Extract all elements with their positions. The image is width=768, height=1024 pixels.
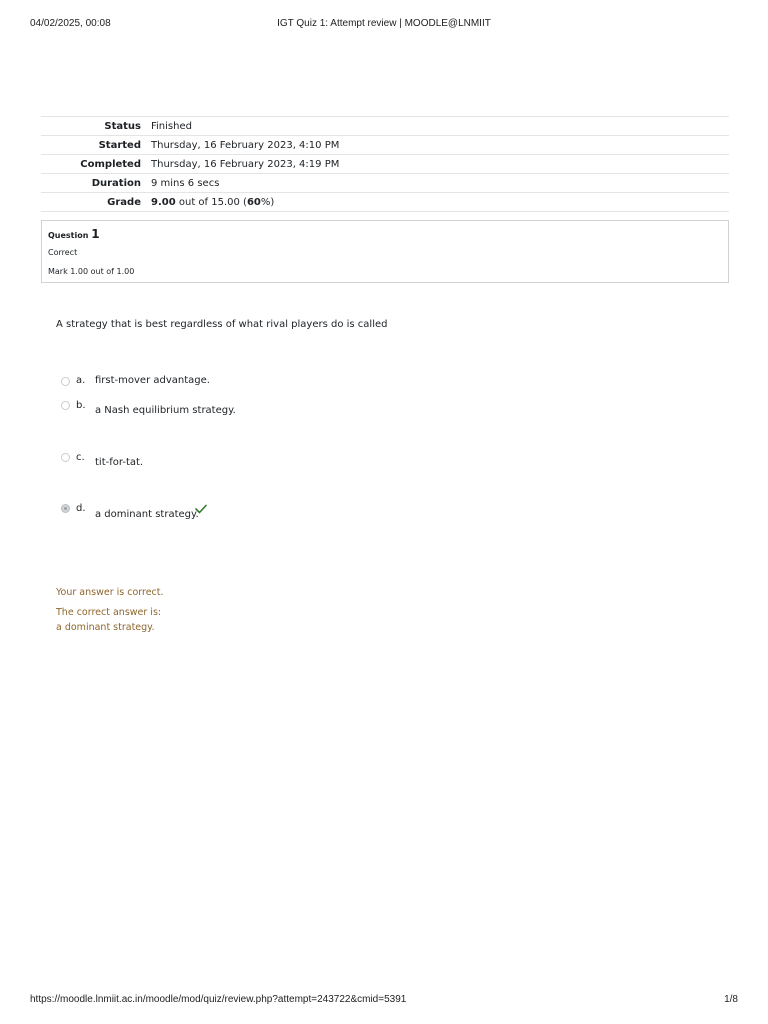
option-b-letter: b. xyxy=(76,400,86,411)
grade-score: 9.00 xyxy=(151,196,176,208)
option-a-text: first-mover advantage. xyxy=(95,375,210,386)
option-c-text: tit-for-tat. xyxy=(95,457,144,468)
radio-c[interactable] xyxy=(61,453,70,462)
question-mark: Mark 1.00 out of 1.00 xyxy=(48,267,135,276)
radio-a[interactable] xyxy=(61,377,70,386)
grade-label: Grade xyxy=(107,196,141,208)
print-page-number: 1/8 xyxy=(724,994,738,1005)
question-feedback xyxy=(56,587,164,633)
option-c-letter: c. xyxy=(76,452,85,463)
print-datetime: 04/02/2025, 00:08 xyxy=(30,18,111,29)
question-number-value: 1 xyxy=(91,227,100,241)
status-label: Status xyxy=(104,120,141,132)
grade-end: %) xyxy=(260,196,275,208)
option-d[interactable] xyxy=(61,504,361,524)
print-url: https://moodle.lnmiit.ac.in/moodle/mod/quiz/review.php?attempt=243722&cmid=5391 xyxy=(30,994,407,1005)
summary-row-grade xyxy=(41,192,729,212)
question-number xyxy=(48,227,100,241)
summary-row-started xyxy=(41,135,729,154)
option-d-letter: d. xyxy=(76,503,86,514)
feedback-right-answer: a dominant strategy. xyxy=(56,622,155,633)
option-d-text: a dominant strategy. xyxy=(95,509,199,520)
summary-row-duration xyxy=(41,173,729,192)
option-a[interactable] xyxy=(61,376,361,396)
summary-row-completed xyxy=(41,154,729,173)
completed-label: Completed xyxy=(80,158,141,170)
grade-mid: out of 15.00 ( xyxy=(175,196,247,208)
print-page-title: IGT Quiz 1: Attempt review | MOODLE@LNMIIT xyxy=(277,18,491,29)
summary-row-status xyxy=(41,116,729,135)
feedback-right-label: The correct answer is: xyxy=(56,607,162,618)
grade-percent: 60 xyxy=(246,196,261,208)
radio-b[interactable] xyxy=(61,401,70,410)
grade-value xyxy=(151,197,274,208)
question-label: Question xyxy=(48,231,92,240)
feedback-result: Your answer is correct. xyxy=(56,587,164,598)
duration-label: Duration xyxy=(91,177,141,189)
duration-value: 9 mins 6 secs xyxy=(151,177,220,189)
question-state: Correct xyxy=(48,248,78,257)
question-text: A strategy that is best regardless of what rival players do is called xyxy=(56,319,388,330)
started-value: Thursday, 16 February 2023, 4:10 PM xyxy=(151,139,340,151)
option-b[interactable] xyxy=(61,401,361,421)
question-info-box xyxy=(41,220,729,283)
radio-d-selected[interactable] xyxy=(61,504,70,513)
status-value: Finished xyxy=(151,120,192,132)
started-label: Started xyxy=(98,139,141,151)
option-a-letter: a. xyxy=(76,375,86,386)
option-c[interactable] xyxy=(61,453,361,473)
option-b-text: a Nash equilibrium strategy. xyxy=(95,405,236,416)
completed-value: Thursday, 16 February 2023, 4:19 PM xyxy=(151,158,340,170)
correct-check-icon xyxy=(195,504,207,514)
attempt-summary-table xyxy=(41,116,729,212)
